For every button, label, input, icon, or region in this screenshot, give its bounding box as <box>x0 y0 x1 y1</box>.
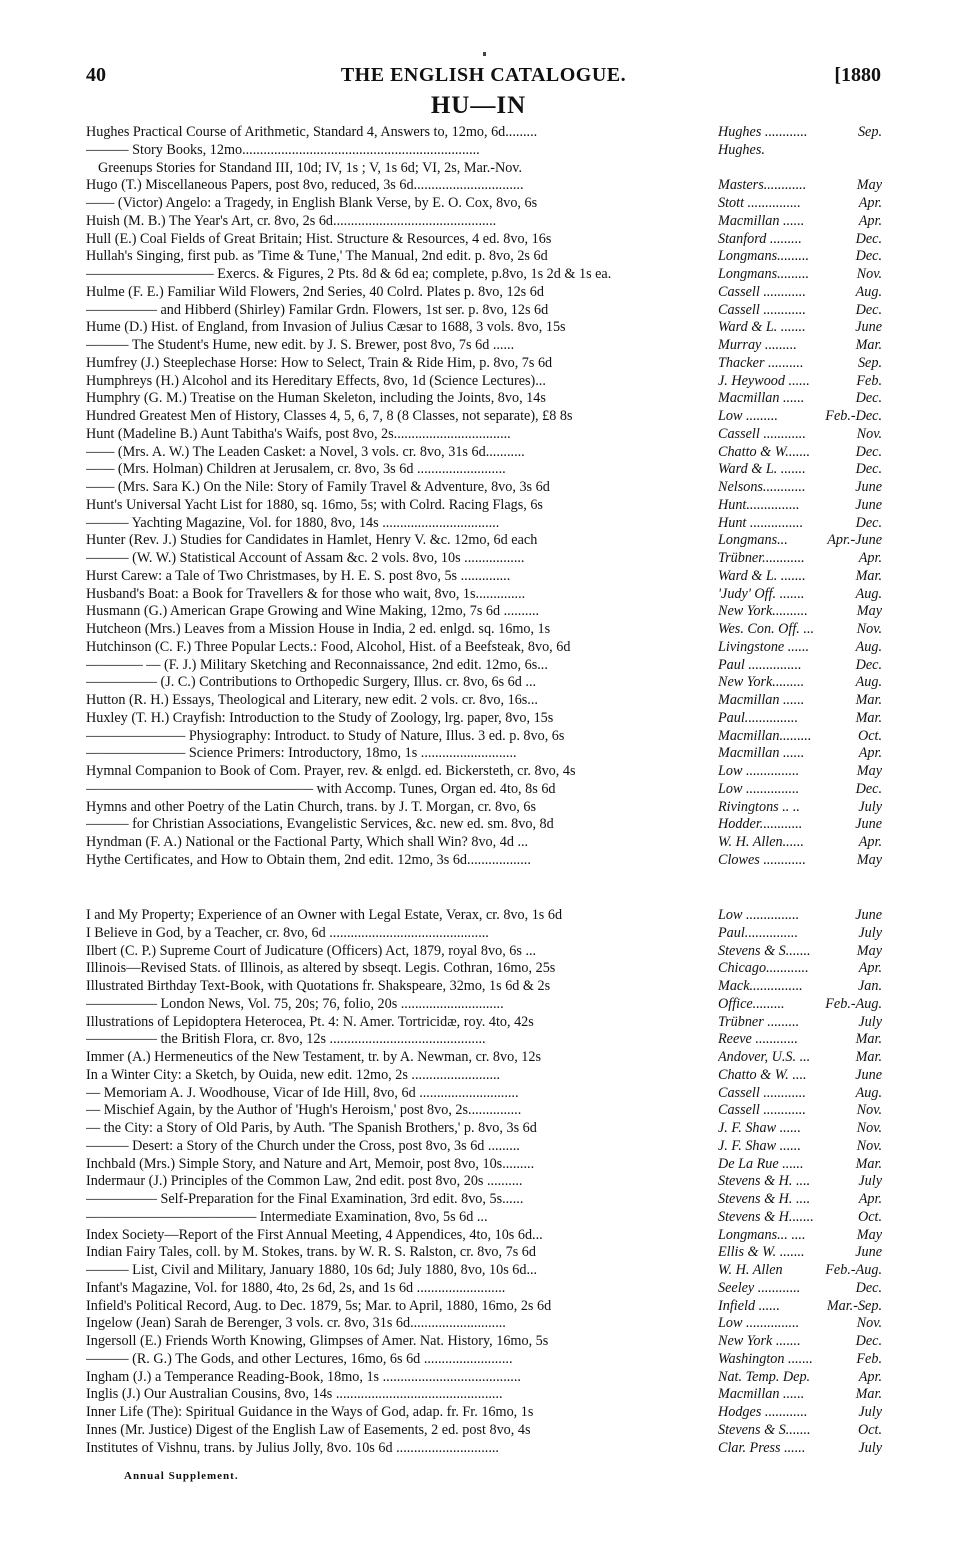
entry-title: Inchbald (Mrs.) Simple Story, and Nature and Art, Memoir, post 8vo, 10s......... <box>86 1155 535 1172</box>
entry-title: Humphreys (H.) Alcohol and its Hereditary Effects, 8vo, 1d (Science Lectures)... <box>86 372 546 389</box>
entry-date: Dec. <box>855 301 882 318</box>
entry-date: Dec. <box>855 1279 882 1296</box>
entry-publisher: Trübner............ <box>718 550 805 566</box>
catalogue-entry <box>86 213 882 231</box>
print-mark <box>483 52 486 56</box>
entry-date: Dec. <box>855 1333 882 1349</box>
entry-date: Nov. <box>856 1315 882 1332</box>
entry-title: Hymns and other Poetry of the Latin Church, trans. by J. T. Morgan, cr. 8vo, 6s <box>86 798 536 815</box>
entry-date: Feb.-Aug. <box>825 995 882 1012</box>
catalogue-entry <box>86 834 882 852</box>
catalogue-entry <box>86 284 882 302</box>
entry-publisher: Seeley ............ <box>718 1279 801 1296</box>
entry-title: ———————————————— with Accomp. Tunes, Organ ed. 4to, 8s 6d <box>86 780 556 797</box>
entry-date: June <box>855 479 882 495</box>
entry-title: ——— (R. G.) The Gods, and other Lectures, 16mo, 6s 6d ......................... <box>86 1350 513 1367</box>
entry-date: Feb. <box>856 1350 882 1367</box>
entry-date: Dec. <box>855 248 882 265</box>
entry-date: July <box>858 924 882 941</box>
catalogue-entry <box>86 1173 882 1191</box>
catalogue-entry <box>86 852 882 870</box>
catalogue-entry <box>86 302 882 320</box>
catalogue-entry <box>86 1315 882 1333</box>
catalogue-entry <box>86 1102 882 1120</box>
entry-title: Huish (M. B.) The Year's Art, cr. 8vo, 2s 6d.............................................. <box>86 212 497 229</box>
catalogue-entry <box>86 745 882 763</box>
entry-date: July <box>858 1404 882 1420</box>
catalogue-entry <box>86 781 882 799</box>
entry-publisher: Wes. Con. Off. ... <box>718 621 815 637</box>
entry-date: Aug. <box>855 283 882 300</box>
catalogue-entry <box>86 1351 882 1369</box>
entry-title: Hythe Certificates, and How to Obtain them, 2nd edit. 12mo, 3s 6d.................. <box>86 851 531 868</box>
entry-date: May <box>856 603 882 620</box>
entry-publisher: W. H. Allen <box>718 1262 783 1278</box>
entry-date: Mar. <box>855 1386 882 1403</box>
entry-publisher: Cassell ............ <box>718 301 806 318</box>
entry-publisher: Paul ............... <box>718 656 802 673</box>
catalogue-entry <box>86 355 882 373</box>
entry-title: Infant's Magazine, Vol. for 1880, 4to, 2s 6d, 2s, and 1s 6d ......................... <box>86 1279 506 1296</box>
catalogue-entry <box>86 1440 882 1458</box>
entry-title: ————————— Exercs. & Figures, 2 Pts. 8d & 6d ea; complete, p.8vo, 1s 2d & 1s ea. <box>86 266 612 282</box>
running-header <box>86 64 881 90</box>
catalogue-entry <box>86 1262 882 1280</box>
entry-title: ————— (J. C.) Contributions to Orthopedic Surgery, Illus. cr. 8vo, 6s 6d ... <box>86 674 537 691</box>
catalogue-entry <box>86 390 882 408</box>
entry-date: Dec. <box>855 780 882 797</box>
entry-date: Jan. <box>857 978 882 994</box>
catalogue-entry <box>86 1227 882 1245</box>
entry-date: Mar. <box>855 337 882 353</box>
catalogue-entry <box>86 444 882 462</box>
catalogue-entry <box>86 1067 882 1085</box>
catalogue-entry <box>86 1031 882 1049</box>
catalogue-entry <box>86 1049 882 1067</box>
entry-publisher: Hodges ............ <box>718 1404 808 1420</box>
entry-publisher: Nat. Temp. Dep. <box>718 1368 811 1385</box>
entry-date: July <box>858 1173 882 1190</box>
entry-publisher: Ellis & W. ....... <box>718 1244 805 1261</box>
entry-date: Oct. <box>857 1208 882 1225</box>
catalogue-entry <box>86 1404 882 1422</box>
entry-publisher: Longmans... <box>718 532 788 549</box>
catalogue-entry <box>86 266 882 284</box>
catalogue-entry <box>86 479 882 497</box>
entry-publisher: Low ............... <box>718 763 800 779</box>
entry-title: Indermaur (J.) Principles of the Common Law, 2nd edit. post 8vo, 20s .......... <box>86 1173 523 1190</box>
catalogue-entry <box>86 1333 882 1351</box>
catalogue-entry <box>86 639 882 657</box>
entry-date: May <box>856 1226 882 1243</box>
entry-title: Immer (A.) Hermeneutics of the New Testament, tr. by A. Newman, cr. 8vo, 12s <box>86 1049 541 1065</box>
catalogue-entry <box>86 728 882 746</box>
entry-date: Feb.-Aug. <box>825 1262 882 1278</box>
catalogue-entry <box>86 1422 882 1440</box>
entry-date: Nov. <box>856 425 882 442</box>
entry-publisher: Ward & L. ....... <box>718 567 806 584</box>
entry-date: Nov. <box>856 621 882 637</box>
entry-date: Sep. <box>857 354 882 371</box>
entry-title: Ingham (J.) a Temperance Reading-Book, 18mo, 1s ....................................... <box>86 1368 521 1385</box>
entry-publisher: Chatto & W. .... <box>718 1066 807 1083</box>
entry-title: Husband's Boat: a Book for Travellers & for those who wait, 8vo, 1s.............. <box>86 585 526 602</box>
catalogue-entry <box>86 124 882 142</box>
catalogue-entry <box>86 461 882 479</box>
entry-publisher: Andover, U.S. ... <box>718 1049 811 1065</box>
entry-date: Dec. <box>855 514 882 531</box>
catalogue-entry <box>86 763 882 781</box>
catalogue-entry <box>86 248 882 266</box>
entry-publisher: Macmillan ...... <box>718 212 805 229</box>
entry-title: Hundred Greatest Men of History, Classes 4, 5, 6, 7, 8 (8 Classes, not separate), £8 8s <box>86 408 573 424</box>
entry-title: Hunt's Universal Yacht List for 1880, sq. 16mo, 5s; with Colrd. Racing Flags, 6s <box>86 496 543 513</box>
catalogue-entry <box>86 550 882 568</box>
entry-publisher: Stevens & H. .... <box>718 1191 811 1207</box>
entry-publisher: Cassell ............ <box>718 283 806 300</box>
entry-publisher: 'Judy' Off. ....... <box>718 585 805 602</box>
entry-date: July <box>858 798 882 815</box>
entry-title: Illinois—Revised Stats. of Illinois, as altered by sbseqt. Legis. Cothran, 16mo, 25s <box>86 960 556 977</box>
entry-title: I and My Property; Experience of an Owner with Legal Estate, Verax, cr. 8vo, 1s 6d <box>86 907 563 923</box>
entry-title: ——— (W. W.) Statistical Account of Assam &c. 2 vols. 8vo, 10s ................. <box>86 550 525 566</box>
entry-title: ————— and Hibberd (Shirley) Familar Grdn. Flowers, 1st ser. p. 8vo, 12s 6d <box>86 301 549 318</box>
catalogue-entry <box>86 532 882 550</box>
entry-title: Innes (Mr. Justice) Digest of the English Law of Easements, 2 ed. post 8vo, 4s <box>86 1421 531 1438</box>
entry-title: Ilbert (C. P.) Supreme Court of Judicature (Officers) Act, 1879, royal 8vo, 6s ... <box>86 942 537 959</box>
entry-title: ——————— Science Primers: Introductory, 18mo, 1s ........................... <box>86 745 517 762</box>
entry-publisher: Low ......... <box>718 408 778 424</box>
entry-publisher: Longmans......... <box>718 266 810 282</box>
entry-publisher: Stevens & S....... <box>718 1421 811 1438</box>
entry-title: Illustrated Birthday Text-Book, with Quotations fr. Shakspeare, 32mo, 1s 6d & 2s <box>86 978 551 994</box>
entry-publisher: Cassell ............ <box>718 1102 806 1119</box>
catalogue-entry <box>86 1138 882 1156</box>
entry-title: —— (Mrs. A. W.) The Leaden Casket: a Novel, 3 vols. cr. 8vo, 31s 6d........... <box>86 443 525 460</box>
entry-title: Humfrey (J.) Steeplechase Horse: How to Select, Train & Ride Him, p. 8vo, 7s 6d <box>86 354 553 371</box>
entry-publisher: Chatto & W....... <box>718 443 811 460</box>
entry-publisher: Hughes ............ <box>718 124 808 140</box>
entry-title: ——— Desert: a Story of the Church under the Cross, post 8vo, 3s 6d ......... <box>86 1137 520 1154</box>
catalogue-entry <box>86 1085 882 1103</box>
entry-title: Hymnal Companion to Book of Com. Prayer, rev. & enlgd. ed. Bickersteth, cr. 8vo, 4s <box>86 763 576 779</box>
entry-date: June <box>855 1244 882 1261</box>
catalogue-entry <box>86 1209 882 1227</box>
entry-title: Infield's Political Record, Aug. to Dec. 1879, 5s; Mar. to April, 1880, 16mo, 2s 6d <box>86 1297 552 1314</box>
entry-date: June <box>855 496 882 513</box>
entry-publisher: Stevens & H. .... <box>718 1173 811 1190</box>
catalogue-entry <box>86 1280 882 1298</box>
entry-title: ——— Story Books, 12mo................................................................... <box>86 141 480 158</box>
entry-date: Aug. <box>855 585 882 602</box>
catalogue-entry <box>86 978 882 996</box>
catalogue-entry <box>86 943 882 961</box>
entry-date: July <box>858 1013 882 1030</box>
entry-date: Aug. <box>855 1084 882 1101</box>
catalogue-entry <box>86 710 882 728</box>
catalogue-entry <box>86 1156 882 1174</box>
entry-date: Dec. <box>855 230 882 247</box>
entry-publisher: Mack............... <box>718 978 803 994</box>
entry-date: Apr. <box>858 1368 882 1385</box>
entry-title: Hume (D.) Hist. of England, from Invasion of Julius Cæsar to 1688, 3 vols. 8vo, 15s <box>86 319 566 336</box>
entry-date: June <box>855 816 882 833</box>
entry-date: Mar. <box>855 692 882 708</box>
entry-date: Mar. <box>855 709 882 726</box>
entry-publisher: Macmillan ...... <box>718 1386 805 1403</box>
entry-title: ————— the British Flora, cr. 8vo, 12s ............................................ <box>86 1031 486 1048</box>
catalogue-entry <box>86 586 882 604</box>
entry-publisher: Hunt ............... <box>718 514 804 531</box>
entry-date: May <box>856 851 882 868</box>
catalogue-entry <box>86 1191 882 1209</box>
catalogue-entry <box>86 1298 882 1316</box>
entry-date: Nov. <box>856 1102 882 1119</box>
catalogue-entry <box>86 1014 882 1032</box>
catalogue-entry <box>86 1120 882 1138</box>
entry-publisher: De La Rue ...... <box>718 1155 804 1172</box>
entry-date: Apr. <box>858 1191 882 1207</box>
entry-title: ——— for Christian Associations, Evangelistic Services, &c. new ed. sm. 8vo, 8d <box>86 816 554 833</box>
entry-date: Oct. <box>857 1421 882 1438</box>
entry-title: —— (Mrs. Holman) Children at Jerusalem, cr. 8vo, 3s 6d ......................... <box>86 461 506 478</box>
catalogue-entry <box>86 195 882 213</box>
catalogue-entry <box>86 692 882 710</box>
catalogue-entry <box>86 1386 882 1404</box>
entry-date: May <box>856 942 882 959</box>
entry-publisher: Paul............... <box>718 709 798 726</box>
entry-publisher: Chicago............ <box>718 960 809 977</box>
entry-date: Apr. <box>858 834 882 850</box>
page-number: 40 <box>86 64 106 86</box>
entry-title: Institutes of Vishnu, trans. by Julius Jolly, 8vo. 10s 6d ............................. <box>86 1439 499 1456</box>
entry-title: Greenups Stories for Standand III, 10d; IV, 1s ; V, 1s 6d; VI, 2s, Mar.-Nov. <box>98 159 523 176</box>
entry-date: Aug. <box>855 674 882 691</box>
catalogue-entry <box>86 603 882 621</box>
entry-publisher: New York ....... <box>718 1333 801 1349</box>
entry-title: ————— London News, Vol. 75, 20s; 76, folio, 20s ............................. <box>86 995 504 1012</box>
entry-publisher: Low ............... <box>718 1315 800 1332</box>
entry-publisher: Macmillan......... <box>718 727 812 744</box>
entry-publisher: J. Heywood ...... <box>718 372 810 389</box>
entry-title: ——— Yachting Magazine, Vol. for 1880, 8vo, 14s ................................. <box>86 514 500 531</box>
entry-publisher: Stott ............... <box>718 195 801 211</box>
catalogue-entry <box>86 160 882 178</box>
catalogue-entry <box>86 799 882 817</box>
catalogue-entry <box>86 960 882 978</box>
entry-date: Mar. <box>855 1155 882 1172</box>
entry-title: ——— The Student's Hume, new edit. by J. S. Brewer, post 8vo, 7s 6d ...... <box>86 337 515 353</box>
entry-publisher: New York.......... <box>718 603 808 620</box>
entry-date: Apr. <box>858 550 882 566</box>
entry-date: Nov. <box>856 266 882 282</box>
entry-date: Apr.-June <box>827 532 882 549</box>
entry-date: Mar.-Sep. <box>826 1297 882 1314</box>
catalogue-entry <box>86 1369 882 1387</box>
entry-publisher: Stevens & S....... <box>718 942 811 959</box>
entry-title: ———————————— Intermediate Examination, 8vo, 5s 6d ... <box>86 1208 488 1225</box>
entry-publisher: J. F. Shaw ...... <box>718 1120 801 1136</box>
entry-date: Feb. <box>856 372 882 389</box>
entry-title: Humphry (G. M.) Treatise on the Human Skeleton, including the Joints, 8vo, 14s <box>86 390 546 407</box>
catalogue-entry <box>86 373 882 391</box>
entry-date: June <box>855 907 882 923</box>
entry-title: Inglis (J.) Our Australian Cousins, 8vo, 14s ............................................... <box>86 1386 503 1403</box>
entry-publisher: Rivingtons .. .. <box>718 798 800 815</box>
entry-publisher: Livingstone ...... <box>718 638 810 655</box>
entry-publisher: Ward & L. ....... <box>718 319 806 336</box>
entries-hu <box>86 124 882 870</box>
entry-publisher: Thacker .......... <box>718 354 804 371</box>
entry-publisher: Stevens & H....... <box>718 1208 814 1225</box>
entry-title: In a Winter City: a Sketch, by Ouida, new edit. 12mo, 2s ......................... <box>86 1066 501 1083</box>
entry-publisher: Reeve ............ <box>718 1031 798 1048</box>
entry-date: Mar. <box>855 1049 882 1065</box>
entry-date: Mar. <box>855 1031 882 1048</box>
entry-date: May <box>856 763 882 779</box>
entry-publisher: Macmillan ...... <box>718 390 805 407</box>
entry-publisher: Trübner ......... <box>718 1013 800 1030</box>
entry-title: Index Society—Report of the First Annual Meeting, 4 Appendices, 4to, 10s 6d... <box>86 1226 543 1243</box>
catalogue-entry <box>86 231 882 249</box>
entry-title: Hyndman (F. A.) National or the Factional Party, Which shall Win? 8vo, 4d ... <box>86 834 529 850</box>
entry-title: Hunter (Rev. J.) Studies for Candidates in Hamlet, Henry V. &c. 12mo, 6d each <box>86 532 538 549</box>
entry-publisher: Macmillan ...... <box>718 745 805 762</box>
entry-date: Dec. <box>855 461 882 478</box>
entry-title: Ingelow (Jean) Sarah de Berenger, 3 vols. cr. 8vo, 31s 6d........................... <box>86 1315 506 1332</box>
entry-date: June <box>855 319 882 336</box>
entry-title: Hulme (F. E.) Familiar Wild Flowers, 2nd Series, 40 Colrd. Plates p. 8vo, 12s 6d <box>86 283 544 300</box>
entry-title: Hugo (T.) Miscellaneous Papers, post 8vo, reduced, 3s 6d............................... <box>86 177 524 194</box>
catalogue-entry <box>86 497 882 515</box>
entry-date: Dec. <box>855 443 882 460</box>
entry-title: Hullah's Singing, first pub. as 'Time & Tune,' The Manual, 2nd edit. p. 8vo, 2s 6d <box>86 248 548 265</box>
entries-in <box>86 907 882 1457</box>
entry-title: Illustrations of Lepidoptera Heterocea, Pt. 4: N. Amer. Tortricidæ, roy. 4to, 42s <box>86 1013 534 1030</box>
entry-title: I Believe in God, by a Teacher, cr. 8vo, 6d ............................................. <box>86 924 489 941</box>
entry-publisher: Hodder............ <box>718 816 803 833</box>
entry-publisher: Macmillan ...... <box>718 692 805 708</box>
entry-title: — Mischief Again, by the Author of 'Hugh's Heroism,' post 8vo, 2s............... <box>86 1102 522 1119</box>
entry-date: Apr. <box>858 195 882 211</box>
entry-title: —— (Mrs. Sara K.) On the Nile: Story of Family Travel & Adventure, 8vo, 3s 6d <box>86 479 550 495</box>
year: [1880 <box>834 64 881 86</box>
entry-date: Nov. <box>856 1120 882 1136</box>
entry-date: Apr. <box>858 960 882 977</box>
entry-title: Hutton (R. H.) Essays, Theological and Literary, new edit. 2 vols. cr. 8vo, 16s... <box>86 692 538 708</box>
entry-title: ———— — (F. J.) Military Sketching and Reconnaissance, 2nd edit. 12mo, 6s... <box>86 656 548 673</box>
footer-note: Annual Supplement. <box>124 1470 239 1482</box>
entry-date: Sep. <box>857 124 882 140</box>
section-heading: HU—IN <box>430 92 527 119</box>
entry-publisher: J. F. Shaw ...... <box>718 1137 801 1154</box>
catalogue-entry <box>86 674 882 692</box>
entry-publisher: W. H. Allen...... <box>718 834 804 850</box>
catalogue-entry <box>86 657 882 675</box>
entry-title: — Memoriam A. J. Woodhouse, Vicar of Ide Hill, 8vo, 6d ............................ <box>86 1084 519 1101</box>
entry-title: — the City: a Story of Old Paris, by Auth. 'The Spanish Brothers,' p. 8vo, 3s 6d <box>86 1120 537 1136</box>
catalogue-entry <box>86 408 882 426</box>
entry-title: Hurst Carew: a Tale of Two Christmases, by H. E. S. post 8vo, 5s .............. <box>86 567 511 584</box>
entry-publisher: Infield ...... <box>718 1297 780 1314</box>
entry-date: Oct. <box>857 727 882 744</box>
entry-date: Apr. <box>858 745 882 762</box>
entry-publisher: Longmans... .... <box>718 1226 806 1243</box>
entry-title: Ingersoll (E.) Friends Worth Knowing, Glimpses of Amer. Nat. History, 16mo, 5s <box>86 1333 549 1349</box>
entry-date: July <box>858 1439 882 1456</box>
catalogue-entry <box>86 319 882 337</box>
catalogue-entry <box>86 515 882 533</box>
entry-title: Indian Fairy Tales, coll. by M. Stokes, trans. by W. R. S. Ralston, cr. 8vo, 7s 6d <box>86 1244 536 1261</box>
entry-publisher: Cassell ............ <box>718 1084 806 1101</box>
entry-publisher: New York......... <box>718 674 805 691</box>
entry-publisher: Ward & L. ....... <box>718 461 806 478</box>
catalogue-entry <box>86 621 882 639</box>
entry-title: Hutchinson (C. F.) Three Popular Lects.: Food, Alcohol, Hist. of a Beefsteak, 8vo, 6d <box>86 638 571 655</box>
catalogue-entry <box>86 426 882 444</box>
catalogue-entry <box>86 1244 882 1262</box>
entry-title: ——————— Physiography: Introduct. to Study of Nature, Illus. 3 ed. p. 8vo, 6s <box>86 727 565 744</box>
entry-publisher: Clowes ............ <box>718 851 806 868</box>
catalogue-entry <box>86 568 882 586</box>
entry-publisher: Masters............ <box>718 177 807 194</box>
entry-date: Dec. <box>855 390 882 407</box>
entry-title: ——— List, Civil and Military, January 1880, 10s 6d; July 1880, 8vo, 10s 6d... <box>86 1262 538 1278</box>
catalogue-entry <box>86 142 882 160</box>
catalogue-entry <box>86 907 882 925</box>
entry-publisher: Office......... <box>718 995 785 1012</box>
entry-title: Husmann (G.) American Grape Growing and Wine Making, 12mo, 7s 6d .......... <box>86 603 540 620</box>
catalogue-entry <box>86 816 882 834</box>
entry-publisher: Hunt............... <box>718 496 800 513</box>
entry-date: Mar. <box>855 567 882 584</box>
entry-publisher: Murray ......... <box>718 337 797 353</box>
entry-title: Hunt (Madeline B.) Aunt Tabitha's Waifs, post 8vo, 2s................................. <box>86 425 511 442</box>
entry-title: Hull (E.) Coal Fields of Great Britain; Hist. Structure & Resources, 4 ed. 8vo, 16s <box>86 230 552 247</box>
page-title: THE ENGLISH CATALOGUE. <box>340 64 627 86</box>
entry-date: May <box>856 177 882 194</box>
entry-title: Hutcheon (Mrs.) Leaves from a Mission House in India, 2 ed. enlgd. sq. 16mo, 1s <box>86 621 551 637</box>
entry-date: Aug. <box>855 638 882 655</box>
entry-publisher: Clar. Press ...... <box>718 1439 806 1456</box>
entry-publisher: Hughes. <box>718 141 765 158</box>
entry-date: Dec. <box>855 656 882 673</box>
entry-publisher: Longmans......... <box>718 248 810 265</box>
entry-publisher: Cassell ............ <box>718 425 806 442</box>
entry-title: Huxley (T. H.) Crayfish: Introduction to the Study of Zoology, lrg. paper, 8vo, 15s <box>86 709 554 726</box>
catalogue-entry <box>86 177 882 195</box>
entry-publisher: Stanford ......... <box>718 230 802 247</box>
entry-date: June <box>855 1066 882 1083</box>
entry-title: Inner Life (The): Spiritual Guidance in the Ways of God, adap. fr. Fr. 16mo, 1s <box>86 1404 534 1420</box>
catalogue-entry <box>86 996 882 1014</box>
entry-date: Feb.-Dec. <box>825 408 882 424</box>
entry-date: Nov. <box>856 1137 882 1154</box>
entry-publisher: Low ............... <box>718 780 800 797</box>
entry-publisher: Washington ....... <box>718 1350 813 1367</box>
entry-publisher: Nelsons............ <box>718 479 806 495</box>
catalogue-entry <box>86 925 882 943</box>
entry-publisher: Low ............... <box>718 907 800 923</box>
entry-title: Hughes Practical Course of Arithmetic, Standard 4, Answers to, 12mo, 6d......... <box>86 124 538 140</box>
entry-title: —— (Victor) Angelo: a Tragedy, in English Blank Verse, by E. O. Cox, 8vo, 6s <box>86 195 538 211</box>
entry-title: ————— Self-Preparation for the Final Examination, 3rd edit. 8vo, 5s...... <box>86 1191 524 1207</box>
entry-date: Apr. <box>858 212 882 229</box>
catalogue-entry <box>86 337 882 355</box>
entry-publisher: Paul............... <box>718 924 798 941</box>
